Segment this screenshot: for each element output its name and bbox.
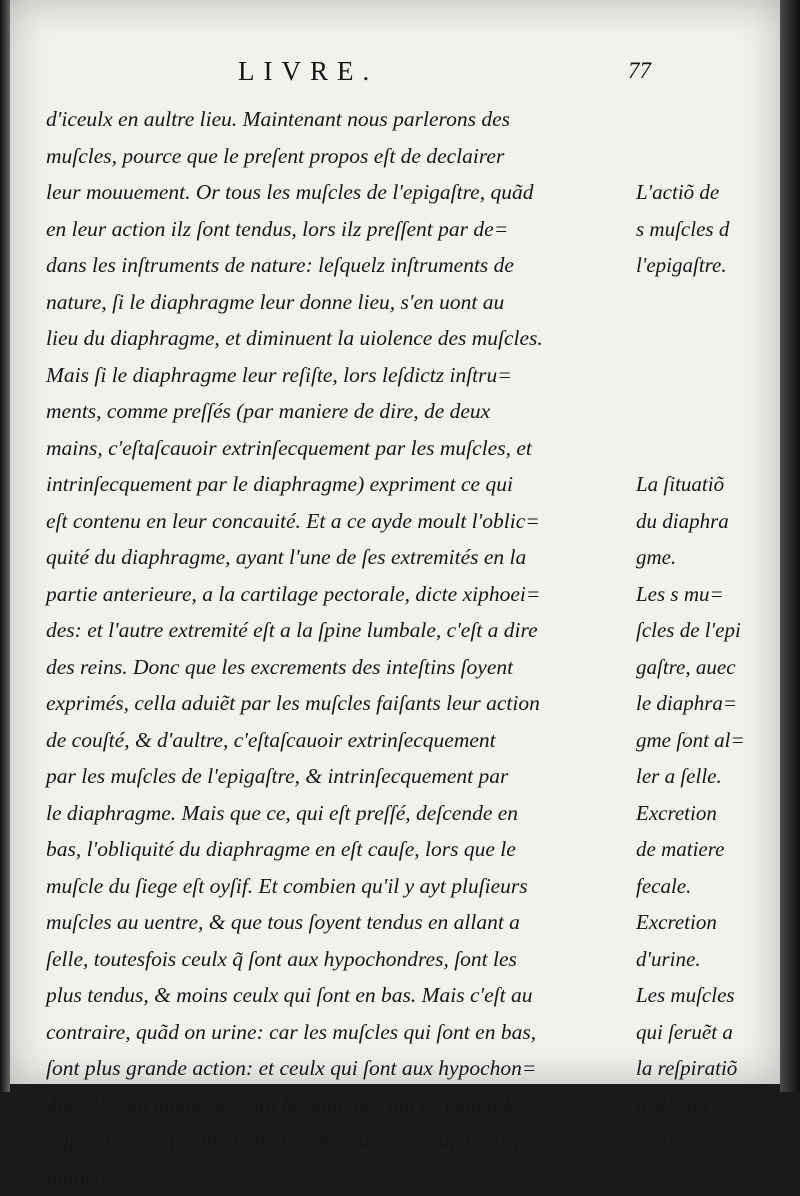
body-text-line: plus tendus, & moins ceulx qui ſont en bas. Mais c'eſt au <box>46 977 636 1014</box>
margin-note-line: du diaphra <box>636 503 772 540</box>
body-text-line: le diaphragme. Mais que ce, qui eſt preſſé, deſcende en <box>46 795 636 832</box>
margin-note-line: ſcles de l'epi <box>636 612 772 649</box>
body-text-line: partie anterieure, a la cartilage pectorale, dicte xiphoei= <box>46 576 636 613</box>
page-edge-shadow-right <box>780 0 800 1092</box>
body-text-line: lieu du diaphragme, et diminuent la uiolence des muſcles. <box>46 320 636 357</box>
margin-note-line: gaſtre, auec <box>636 649 772 686</box>
body-text-line: muſcles au uentre, & que tous ſoyent tendus en allant a <box>46 904 636 941</box>
body-text-line: d'iceulx en aultre lieu. Maintenant nous parlerons des <box>46 101 636 138</box>
margin-note-line: Excretion <box>636 904 772 941</box>
margin-note-line: Les s mu= <box>636 576 772 613</box>
body-text-line: exprimés, cella aduiẽt par les muſcles faiſants leur action <box>46 685 636 722</box>
margin-note-line: d'urine. <box>636 941 772 978</box>
body-text-line: quité du diaphragme, ayant l'une de ſes extremités en la <box>46 539 636 576</box>
body-text-line: dres, la ſont moindre. Auſſi les muſcles, qui ſeruent a la <box>46 1087 636 1124</box>
page-header <box>10 56 780 88</box>
margin-note-spacer <box>636 138 772 175</box>
body-text-column <box>46 101 636 1196</box>
margin-note-line: fecale. <box>636 868 772 905</box>
body-text-line: ſont plus grande action: et ceulx qui ſont aux hypochon= <box>46 1050 636 1087</box>
margin-note-line: Les muſcles <box>636 977 772 1014</box>
body-text-line: leur mouuement. Or tous les muſcles de l'epigaſtre, quãd <box>46 174 636 211</box>
margin-note-line: le diaphra= <box>636 685 772 722</box>
margin-note-line: la reſpiratiõ <box>636 1050 772 1087</box>
body-text-line: dans les inſtruments de nature: leſquelz inſtruments de <box>46 247 636 284</box>
margin-note-line: qui ſeruẽt a <box>636 1014 772 1051</box>
body-text-line: ments, comme preſſés (par maniere de dire, de deux <box>46 393 636 430</box>
body-text-line: muſcles, pource que le preſent propos eſt de declairer <box>46 138 636 175</box>
margin-note-line: l'epigaſtre. <box>636 247 772 284</box>
body-text-line: par les muſcles de l'epigaſtre, & intrinſecquement par <box>46 758 636 795</box>
margin-note-line: aydẽt a l'ex <box>636 1087 772 1124</box>
body-text-line: intrinſecquement par le diaphragme) expriment ce qui <box>46 466 636 503</box>
margin-note-line: ler a ſelle. <box>636 758 772 795</box>
body-text-line: eſt contenu en leur concauité. Et a ce ayde moult l'oblic= <box>46 503 636 540</box>
margin-note-line: gme ſont al= <box>636 722 772 759</box>
body-text-line: ſelle, toutesfois ceulx q̃ ſont aux hypochondres, ſont les <box>46 941 636 978</box>
margin-note-line: s muſcles d <box>636 211 772 248</box>
margin-note-spacer <box>636 101 772 138</box>
body-text-line: de couſté, & d'aultre, c'eſtaſcauoir extrinſecquement <box>46 722 636 759</box>
body-text-line: Mais ſi le diaphragme leur reſiſte, lors leſdictz inſtru= <box>46 357 636 394</box>
margin-note-spacer <box>636 430 772 467</box>
book-page <box>10 0 780 1084</box>
margin-note-spacer <box>636 357 772 394</box>
body-text-line: bas, l'obliquité du diaphragme en eſt cauſe, lors que le <box>46 831 636 868</box>
page-edge-shadow-left <box>0 0 10 1092</box>
body-text-line: reſpiration, enſemble ſont eſtendus auec les muſcles deſ= <box>46 1123 636 1160</box>
body-text-line: des: et l'autre extremité eſt a la ſpine lumbale, c'eſt a dire <box>46 612 636 649</box>
margin-note-spacer <box>636 284 772 321</box>
margin-note-line: La ſituatiõ <box>636 466 772 503</box>
margin-note-line: cretion. <box>636 1123 772 1160</box>
body-text-line: nature, ſi le diaphragme leur donne lieu, s'en uont au <box>46 284 636 321</box>
body-text-line: contraire, quãd on urine: car les muſcles qui ſont en bas, <box>46 1014 636 1051</box>
body-text-line: des reins. Donc que les excrements des inteſtins ſoyent <box>46 649 636 686</box>
margin-note-line: de matiere <box>636 831 772 868</box>
body-text-line: mains, c'eſtaſcauoir extrinſecquement par les muſcles, et <box>46 430 636 467</box>
margin-note-line: Excretion <box>636 795 772 832</box>
margin-note-spacer <box>636 393 772 430</box>
body-text-line: en leur action ilz ſont tendus, lors ilz preſſent par de= <box>46 211 636 248</box>
body-text-line: ſuſdictz, <box>46 1160 636 1196</box>
body-text-line: muſcle du ſiege eſt oyſif. Et combien qu'il y ayt pluſieurs <box>46 868 636 905</box>
margin-note-line: gme. <box>636 539 772 576</box>
margin-notes-column <box>636 101 772 1160</box>
running-head: LIVRE. <box>238 56 378 87</box>
margin-note-spacer <box>636 320 772 357</box>
margin-note-line: L'actiõ de <box>636 174 772 211</box>
page-number: 77 <box>628 58 651 84</box>
